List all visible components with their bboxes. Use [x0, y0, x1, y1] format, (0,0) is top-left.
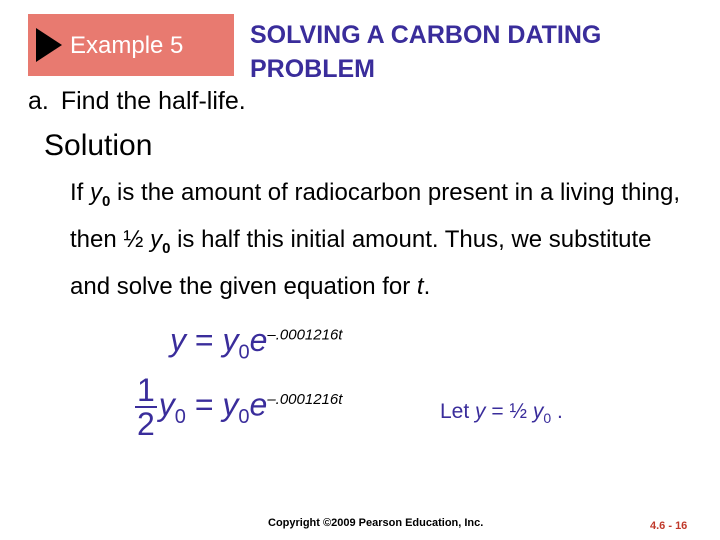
part-a-prompt: [28, 87, 246, 116]
note-var-y-1: y: [475, 400, 486, 423]
equation-half-life: [135, 374, 342, 440]
part-letter: a.: [28, 87, 49, 115]
eq2-equals: =: [194, 386, 214, 423]
eq1-lhs: y: [170, 322, 186, 358]
fraction-denominator: 2: [137, 406, 155, 442]
equation-decay-model: [170, 322, 342, 364]
note-var-y-2: y: [532, 400, 544, 423]
para-var-t: t: [416, 272, 424, 300]
note-prefix: Let: [440, 400, 476, 423]
title-line-2: PROBLEM: [250, 55, 375, 83]
example-label: Example 5: [70, 32, 184, 59]
note-sub: 0: [543, 410, 552, 427]
eq1-rhs-sub: 0: [238, 341, 250, 364]
example-badge: [28, 14, 234, 76]
play-arrow-icon: [36, 28, 62, 62]
para-text-3: is half this initial amount. Thus, we substitute and solve the given equation for: [70, 225, 652, 300]
note-suffix: .: [551, 400, 563, 423]
para-text-2: is the amount of radiocarbon present in a living thing, then ½: [70, 179, 681, 253]
eq2-e: e: [249, 386, 268, 423]
eq2-exponent: –.0001216t: [267, 390, 343, 408]
para-var-y-2: y: [150, 225, 163, 253]
eq1-rhs-y: y: [222, 322, 239, 358]
title-line-1: SOLVING A CARBON DATING: [250, 21, 602, 49]
para-text-4: .: [423, 272, 431, 300]
part-text: Find the half-life.: [60, 87, 246, 115]
page-number: 4.6 - 16: [650, 520, 688, 532]
para-var-y-1: y: [90, 179, 103, 206]
substitution-note: [440, 400, 563, 426]
fraction-numerator: 1: [137, 372, 155, 408]
para-sub-2: 0: [162, 239, 171, 257]
fraction-one-half: [135, 374, 157, 440]
solution-paragraph: [70, 174, 695, 306]
slide-title: [250, 18, 601, 86]
eq1-equals: =: [194, 322, 214, 358]
note-mid: = ½: [485, 400, 533, 423]
eq1-e: e: [249, 322, 268, 358]
solution-heading: Solution: [44, 129, 153, 162]
copyright-text: Copyright ©2009 Pearson Education, Inc.: [268, 517, 484, 529]
para-sub-1: 0: [102, 192, 111, 210]
eq2-lhs-y: y: [158, 386, 175, 423]
eq1-exponent: –.0001216t: [267, 326, 343, 344]
eq2-rhs-sub: 0: [238, 405, 250, 428]
para-text-1: If: [70, 179, 91, 206]
eq2-rhs-y: y: [222, 386, 239, 423]
eq2-lhs-sub: 0: [174, 405, 186, 428]
